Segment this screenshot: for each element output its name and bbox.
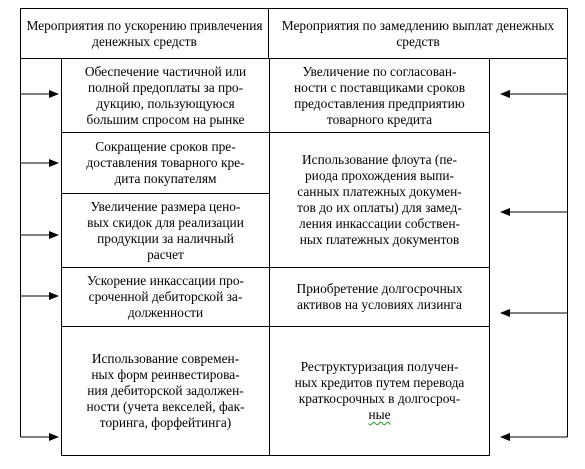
right-header-title (269, 9, 567, 58)
right-box-1 (269, 58, 490, 133)
left-box-3-line: продукции за наличный (97, 230, 234, 246)
right-box-2-line: санных платежных докумен- (297, 184, 462, 199)
left-box-5-line: торинга, форфейтинга) (99, 415, 232, 430)
right-box-2 (269, 132, 490, 268)
right-box-4-line: ных кредитов путем перевода (294, 375, 465, 390)
left-box-2 (61, 132, 270, 194)
right-box-2-line: риода прохождения выпи- (304, 168, 454, 183)
right-box-1-line: Увеличение по согласован- (302, 63, 457, 79)
right-box-2-line-text: Использование флоута (пе- (302, 152, 457, 167)
right-box-3-line: активов на условиях лизинга (297, 297, 462, 312)
left-box-4-line: сроченной дебиторской за- (88, 289, 243, 304)
left-box-5-line: Использование современ- (91, 351, 240, 366)
left-box-1-line: Обеспечение частичной или (84, 63, 247, 79)
left-box-2-line: Сокращение сроков пре- (95, 139, 236, 154)
right-box-4-line: ные (368, 407, 391, 422)
left-header-title (21, 9, 268, 58)
right-box-3 (269, 267, 490, 327)
left-box-2-line: доставления товарного кре- (86, 155, 245, 170)
right-box-2-line: ления инкассации собствен- (299, 216, 460, 231)
left-box-5 (61, 326, 270, 456)
right-box-2-line: ных платежных документов (299, 232, 460, 247)
left-box-3 (61, 193, 270, 268)
left-box-1-line: большим спросом на рынке (86, 111, 245, 127)
left-box-1 (61, 58, 270, 133)
left-box-4-line: Ускорение инкассации про- (86, 273, 245, 288)
left-box-5-line: ных форм реинвестирова- (91, 367, 240, 382)
right-box-4 (269, 326, 490, 456)
left-box-1-line: дукцию, пользующуюся (96, 95, 235, 111)
right-box-1-line: предоставления предприятию (294, 95, 465, 111)
left-box-3-line: вых скидок для реализации (87, 214, 244, 230)
right-box-2-line: тов до их оплаты) для замед- (297, 200, 462, 215)
left-box-5-line: ности (учета векселей, фак- (86, 399, 245, 414)
right-box-1-line: товарного кредита (326, 111, 433, 127)
left-box-3-line: Увеличение размера цено- (90, 198, 241, 214)
left-box-5-line: ния дебиторской задолжен- (87, 383, 244, 398)
left-box-4 (61, 267, 270, 327)
right-box-1-line: ности с поставщиками сроков (293, 79, 466, 95)
left-box-2-line: дита покупателям (114, 171, 217, 186)
right-box-3-line: Приобретение долгосрочных (296, 281, 463, 296)
right-box-4-line: краткосрочных в долгосроч- (298, 391, 461, 406)
left-box-4-line: долженности (127, 305, 204, 320)
right-box-2-line (297, 152, 462, 168)
right-box-4-line: Реструктуризация получен- (300, 359, 459, 374)
left-box-3-line: расчет (147, 246, 184, 262)
left-header-text: Мероприятия по ускорению привлечения денежных средств (26, 17, 263, 49)
right-header-text: Мероприятия по замедлению выплат денежных средств (281, 17, 555, 49)
left-box-1-line: полной предоплаты за про- (87, 79, 244, 95)
